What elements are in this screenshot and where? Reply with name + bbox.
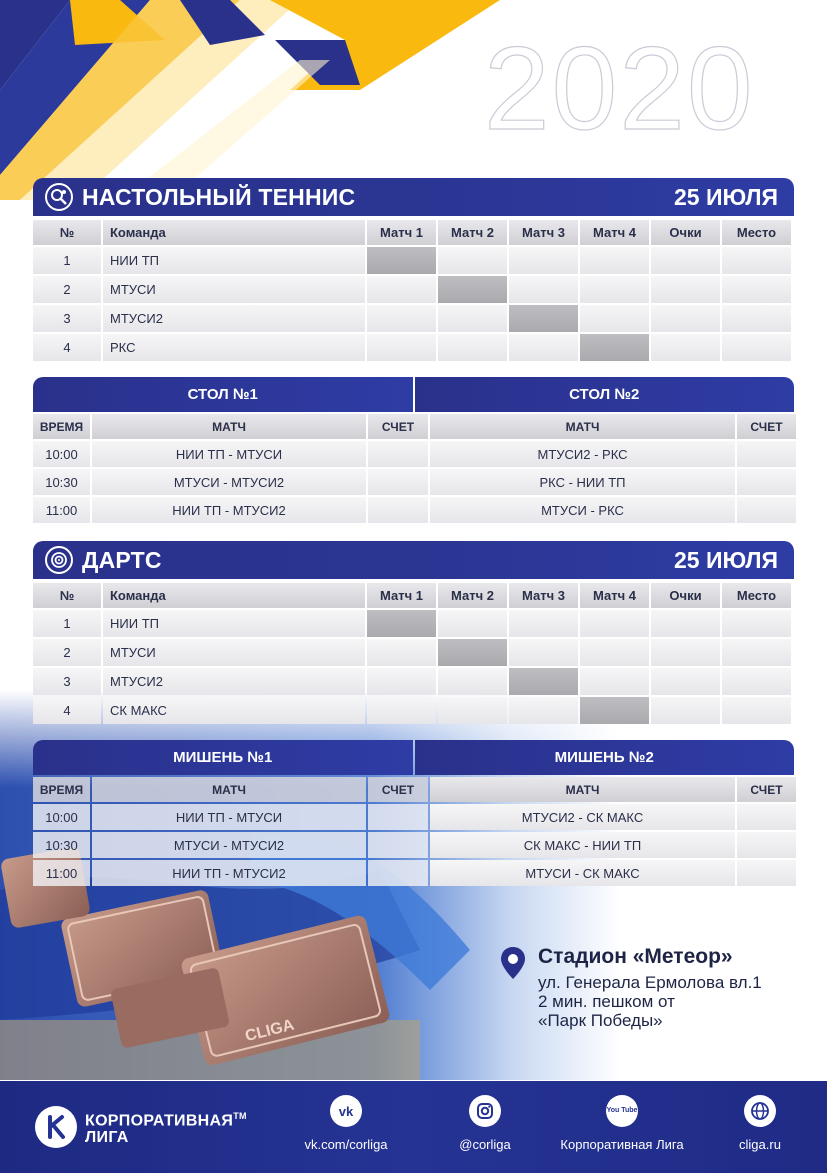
cell xyxy=(580,305,649,332)
table-row xyxy=(33,305,791,332)
instagram-link[interactable] xyxy=(450,1095,520,1152)
league-logo-icon xyxy=(35,1106,77,1148)
blocked-cell xyxy=(509,305,578,332)
darts-header xyxy=(33,541,794,579)
cell xyxy=(580,276,649,303)
match-pair: НИИ ТП - МТУСИ2 xyxy=(92,860,366,886)
cell xyxy=(438,305,507,332)
darts-schedule xyxy=(33,740,794,886)
table1-title: СТОЛ №1 xyxy=(33,377,413,412)
team-name: МТУСИ2 xyxy=(103,668,365,695)
match-pair: НИИ ТП - МТУСИ xyxy=(92,441,366,467)
row-number: 4 xyxy=(33,334,101,361)
venue-block xyxy=(500,945,810,1030)
cell xyxy=(367,334,436,361)
col-header-match: МАТЧ xyxy=(430,414,735,439)
score-cell xyxy=(737,804,796,830)
decorative-stripes xyxy=(0,0,520,200)
col-header-match: МАТЧ xyxy=(430,777,735,802)
col-header-place: Место xyxy=(722,583,791,608)
col-header-team: Команда xyxy=(103,220,365,245)
cell xyxy=(722,610,791,637)
col-header-time: ВРЕМЯ xyxy=(33,414,90,439)
cell xyxy=(580,610,649,637)
cell xyxy=(722,247,791,274)
match-time: 10:30 xyxy=(33,832,90,858)
cell xyxy=(509,639,578,666)
logo-line2: ЛИГА xyxy=(85,1129,129,1147)
row-number: 2 xyxy=(33,276,101,303)
website-link[interactable] xyxy=(732,1095,788,1152)
blocked-cell xyxy=(438,639,507,666)
col-header-score: СЧЕТ xyxy=(368,777,428,802)
match-pair: МТУСИ - СК МАКС xyxy=(430,860,735,886)
instagram-icon xyxy=(469,1095,501,1127)
table-row xyxy=(33,610,791,637)
trademark-mark: TM xyxy=(233,1110,247,1121)
col-header-match2: Матч 2 xyxy=(438,220,507,245)
col-header-place: Место xyxy=(722,220,791,245)
cell xyxy=(722,334,791,361)
score-cell xyxy=(368,469,428,495)
col-header-team: Команда xyxy=(103,583,365,608)
cell xyxy=(722,697,791,724)
target2-title: МИШЕНЬ №2 xyxy=(415,740,795,775)
cell xyxy=(367,276,436,303)
match-time: 11:00 xyxy=(33,860,90,886)
team-name: НИИ ТП xyxy=(103,247,365,274)
col-header-match1: Матч 1 xyxy=(367,583,436,608)
blocked-cell xyxy=(580,334,649,361)
tennis-header xyxy=(33,178,794,216)
target-icon xyxy=(45,546,73,574)
table-row xyxy=(33,334,791,361)
col-header-match: МАТЧ xyxy=(92,414,366,439)
col-header-score: СЧЕТ xyxy=(737,414,796,439)
match-pair: МТУСИ - РКС xyxy=(430,497,735,523)
blocked-cell xyxy=(438,276,507,303)
cell xyxy=(509,610,578,637)
col-header-score: СЧЕТ xyxy=(368,414,428,439)
table-tennis-icon xyxy=(45,183,73,211)
team-name: СК МАКС xyxy=(103,697,365,724)
cell xyxy=(651,697,720,724)
instagram-link-text: @corliga xyxy=(459,1137,511,1152)
team-name: МТУСИ xyxy=(103,276,365,303)
team-name: МТУСИ xyxy=(103,639,365,666)
cell xyxy=(651,276,720,303)
brand-logo xyxy=(35,1106,247,1148)
darts-title: ДАРТС xyxy=(82,546,162,573)
globe-icon xyxy=(744,1095,776,1127)
col-header-time: ВРЕМЯ xyxy=(33,777,90,802)
col-header-match: МАТЧ xyxy=(92,777,366,802)
team-name: НИИ ТП xyxy=(103,610,365,637)
match-pair: РКС - НИИ ТП xyxy=(430,469,735,495)
cell xyxy=(722,276,791,303)
table-row xyxy=(33,668,791,695)
col-header-match4: Матч 4 xyxy=(580,583,649,608)
footer xyxy=(0,1081,827,1173)
match-pair: МТУСИ - МТУСИ2 xyxy=(92,832,366,858)
score-cell xyxy=(737,441,796,467)
col-header-match3: Матч 3 xyxy=(509,583,578,608)
col-header-match2: Матч 2 xyxy=(438,583,507,608)
tennis-date: 25 ИЮЛЯ xyxy=(673,183,778,210)
tennis-standings-table xyxy=(31,218,793,363)
match-pair: НИИ ТП - МТУСИ2 xyxy=(92,497,366,523)
youtube-link-text: Корпоративная Лига xyxy=(560,1137,684,1152)
venue-name: Стадион «Метеор» xyxy=(538,945,733,968)
team-name: МТУСИ2 xyxy=(103,305,365,332)
cell xyxy=(367,639,436,666)
vk-icon: vk xyxy=(330,1095,362,1127)
cell xyxy=(722,668,791,695)
match-time: 10:00 xyxy=(33,441,90,467)
match-time: 11:00 xyxy=(33,497,90,523)
blocked-cell xyxy=(509,668,578,695)
cell xyxy=(438,334,507,361)
cell xyxy=(651,639,720,666)
venue-address: ул. Генерала Ермолова вл.1 xyxy=(538,973,762,992)
cell xyxy=(651,334,720,361)
cell xyxy=(367,668,436,695)
col-header-no: № xyxy=(33,583,101,608)
cell xyxy=(580,639,649,666)
vk-link-text: vk.com/corliga xyxy=(304,1137,388,1152)
row-number: 1 xyxy=(33,247,101,274)
score-cell xyxy=(737,469,796,495)
venue-directions: 2 мин. пешком от xyxy=(538,992,675,1011)
venue-landmark: «Парк Победы» xyxy=(538,1011,663,1030)
darts-standings-table xyxy=(31,581,793,726)
row-number: 2 xyxy=(33,639,101,666)
score-cell xyxy=(368,832,428,858)
score-cell xyxy=(737,832,796,858)
location-pin-icon xyxy=(500,947,526,984)
cell xyxy=(438,697,507,724)
cell xyxy=(509,276,578,303)
score-cell xyxy=(368,441,428,467)
score-cell xyxy=(737,860,796,886)
score-cell xyxy=(368,860,428,886)
tennis-schedule xyxy=(33,377,794,523)
table-row xyxy=(33,639,791,666)
cell xyxy=(509,247,578,274)
cell xyxy=(651,610,720,637)
match-pair: МТУСИ2 - СК МАКС xyxy=(430,804,735,830)
youtube-link[interactable] xyxy=(552,1095,692,1152)
cell xyxy=(651,305,720,332)
cell xyxy=(367,305,436,332)
blocked-cell xyxy=(367,610,436,637)
row-number: 3 xyxy=(33,668,101,695)
cell xyxy=(580,668,649,695)
table-row xyxy=(33,247,791,274)
score-cell xyxy=(737,497,796,523)
col-header-no: № xyxy=(33,220,101,245)
cell xyxy=(438,610,507,637)
match-pair: МТУСИ2 - РКС xyxy=(430,441,735,467)
match-pair: НИИ ТП - МТУСИ xyxy=(92,804,366,830)
cell xyxy=(438,247,507,274)
cell xyxy=(722,639,791,666)
match-time: 10:00 xyxy=(33,804,90,830)
cell xyxy=(367,697,436,724)
year-watermark: 2020 xyxy=(484,23,755,155)
row-number: 4 xyxy=(33,697,101,724)
darts-date: 25 ИЮЛЯ xyxy=(673,546,778,573)
cell xyxy=(438,668,507,695)
tennis-title: НАСТОЛЬНЫЙ ТЕННИС xyxy=(82,183,356,210)
cell xyxy=(651,247,720,274)
blocked-cell xyxy=(367,247,436,274)
row-number: 3 xyxy=(33,305,101,332)
match-time: 10:30 xyxy=(33,469,90,495)
match-pair: МТУСИ - МТУСИ2 xyxy=(92,469,366,495)
cell xyxy=(651,668,720,695)
col-header-points: Очки xyxy=(651,583,720,608)
website-link-text: cliga.ru xyxy=(739,1137,781,1152)
col-header-match1: Матч 1 xyxy=(367,220,436,245)
vk-link[interactable] xyxy=(300,1095,392,1152)
score-cell xyxy=(368,497,428,523)
col-header-match4: Матч 4 xyxy=(580,220,649,245)
cell xyxy=(580,247,649,274)
col-header-match3: Матч 3 xyxy=(509,220,578,245)
cell xyxy=(722,305,791,332)
score-cell xyxy=(368,804,428,830)
logo-line1: КОРПОРАТИВНАЯ xyxy=(85,1112,234,1130)
cell xyxy=(509,697,578,724)
team-name: РКС xyxy=(103,334,365,361)
col-header-points: Очки xyxy=(651,220,720,245)
cell xyxy=(509,334,578,361)
table-row xyxy=(33,276,791,303)
match-pair: СК МАКС - НИИ ТП xyxy=(430,832,735,858)
row-number: 1 xyxy=(33,610,101,637)
col-header-score: СЧЕТ xyxy=(737,777,796,802)
blocked-cell xyxy=(580,697,649,724)
target1-title: МИШЕНЬ №1 xyxy=(33,740,413,775)
table2-title: СТОЛ №2 xyxy=(415,377,795,412)
youtube-icon: You Tube xyxy=(606,1095,638,1127)
table-row xyxy=(33,697,791,724)
